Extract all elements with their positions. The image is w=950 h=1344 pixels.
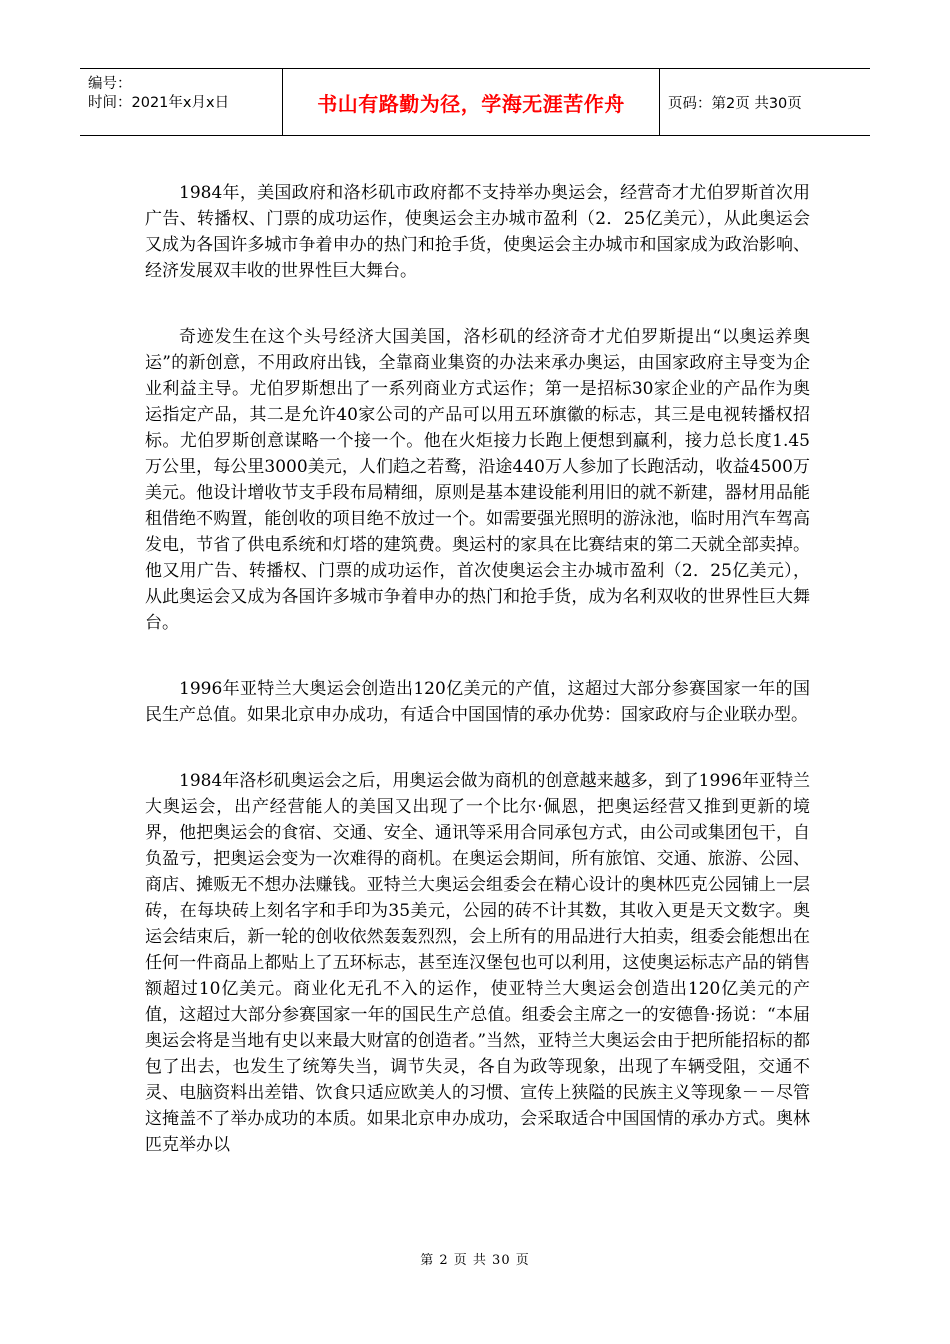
- paragraph-4: 1984年洛杉矶奥运会之后，用奥运会做为商机的创意越来越多，到了1996年亚特兰大奥运会，出产经营能人的美国又出现了一个比尔·佩恩，把奥运经营又推到更新的境界，他把奥运会的食宿、交通、安全、通讯等采用合同承包方式，由公司或集团包干，自负盈亏，把奥运会变为一次难得的商机。在奥运会期间，所有旅馆、交通、旅游、公园、商店、摊贩无不想办法赚钱。亚特兰大奥运会组委会在精心设计的奥林匹克公园铺上一层砖，在每块砖上刻名字和手印为35美元，公园的砖不计其数，其收入更是天文数字。奥运会结束后，新一轮的创收依然轰轰烈烈，会上所有的用品进行大拍卖，组委会能想出在任何一件商品上都贴上了五环标志，甚至连汉堡包也可以利用，这使奥运标志产品的销售额超过10亿美元。商业化无孔不入的运作，使亚特兰大奥运会创造出120亿美元的产值，这超过大部分参赛国家一年的国民生产总值。组委会主席之一的安德鲁·扬说：“本届奥运会将是当地有史以来最大财富的创造者。”当然，亚特兰大奥运会由于把所能招标的都包了出去，也发生了统筹失当，调节失灵，各自为政等现象，出现了车辆受阻，交通不灵、电脑资料出差错、饮食只适应欧美人的习惯、宣传上狭隘的民族主义等现象－－尽管这掩盖不了举办成功的本质。如果北京申办成功，会采取适合中国国情的承办方式。奥林匹克举办以: [145, 771, 810, 1155]
- paragraph-2: 奇迹发生在这个头号经济大国美国，洛杉矶的经济奇才尤伯罗斯提出“以奥运养奥运”的新创意，不用政府出钱，全靠商业集资的办法来承办奥运，由国家政府主导变为企业利益主导。尤伯罗斯想出了一系列商业方式运作；第一是招标30家企业的产品作为奥运指定产品，其二是允许40家公司的产品可以用五环旗徽的标志，其三是电视转播权招标。尤伯罗斯创意谋略一个接一个。他在火炬接力长跑上便想到赢利，接力总长度1.45万公里，每公里3000美元，人们趋之若鹜，沿途440万人参加了长跑活动，收益4500万美元。他设计增收节支手段布局精细，原则是基本建设能利用旧的就不新建，器材用品能租借绝不购置，能创收的项目绝不放过一个。如需要强光照明的游泳池，临时用汽车驾高发电，节省了供电系统和灯塔的建筑费。奥运村的家具在比赛结束的第二天就全部卖掉。他又用广告、转播权、门票的成功运作，首次使奥运会主办城市盈利（2．25亿美元），从此奥运会又成为各国许多城市争着申办的热门和抢手货，成为名利双收的世界性巨大舞台。: [145, 327, 810, 633]
- paragraph-gap: [145, 728, 810, 768]
- paragraph-3: 1996年亚特兰大奥运会创造出120亿美元的产值，这超过大部分参赛国家一年的国民生产总值。如果北京申办成功，有适合中国国情的承办优势：国家政府与企业联办型。: [145, 679, 810, 725]
- header-page-info: 页码：第2页 共30页: [668, 95, 802, 112]
- document-body: [145, 180, 810, 1158]
- document-number-label: 编号：: [88, 76, 132, 92]
- paragraph-gap: [145, 284, 810, 324]
- document-time: 时间：2021年x月x日: [88, 95, 230, 111]
- page-footer: 第 2 页 共 30 页: [420, 1253, 530, 1268]
- header-meta: [80, 69, 283, 135]
- document-header: [80, 68, 870, 136]
- header-motto: 书山有路勤为径，学海无涯苦作舟: [317, 91, 625, 116]
- header-motto-cell: [283, 69, 660, 135]
- paragraph-1: 1984年，美国政府和洛杉矶市政府都不支持举办奥运会，经营奇才尤伯罗斯首次用广告、转播权、门票的成功运作，使奥运会主办城市盈利（2．25亿美元），从此奥运会又成为各国许多城市争着申办的热门和抢手货，使奥运会主办城市和国家成为政治影响、经济发展双丰收的世界性巨大舞台。: [145, 183, 810, 281]
- paragraph-gap: [145, 636, 810, 676]
- header-page-info-cell: [660, 69, 870, 135]
